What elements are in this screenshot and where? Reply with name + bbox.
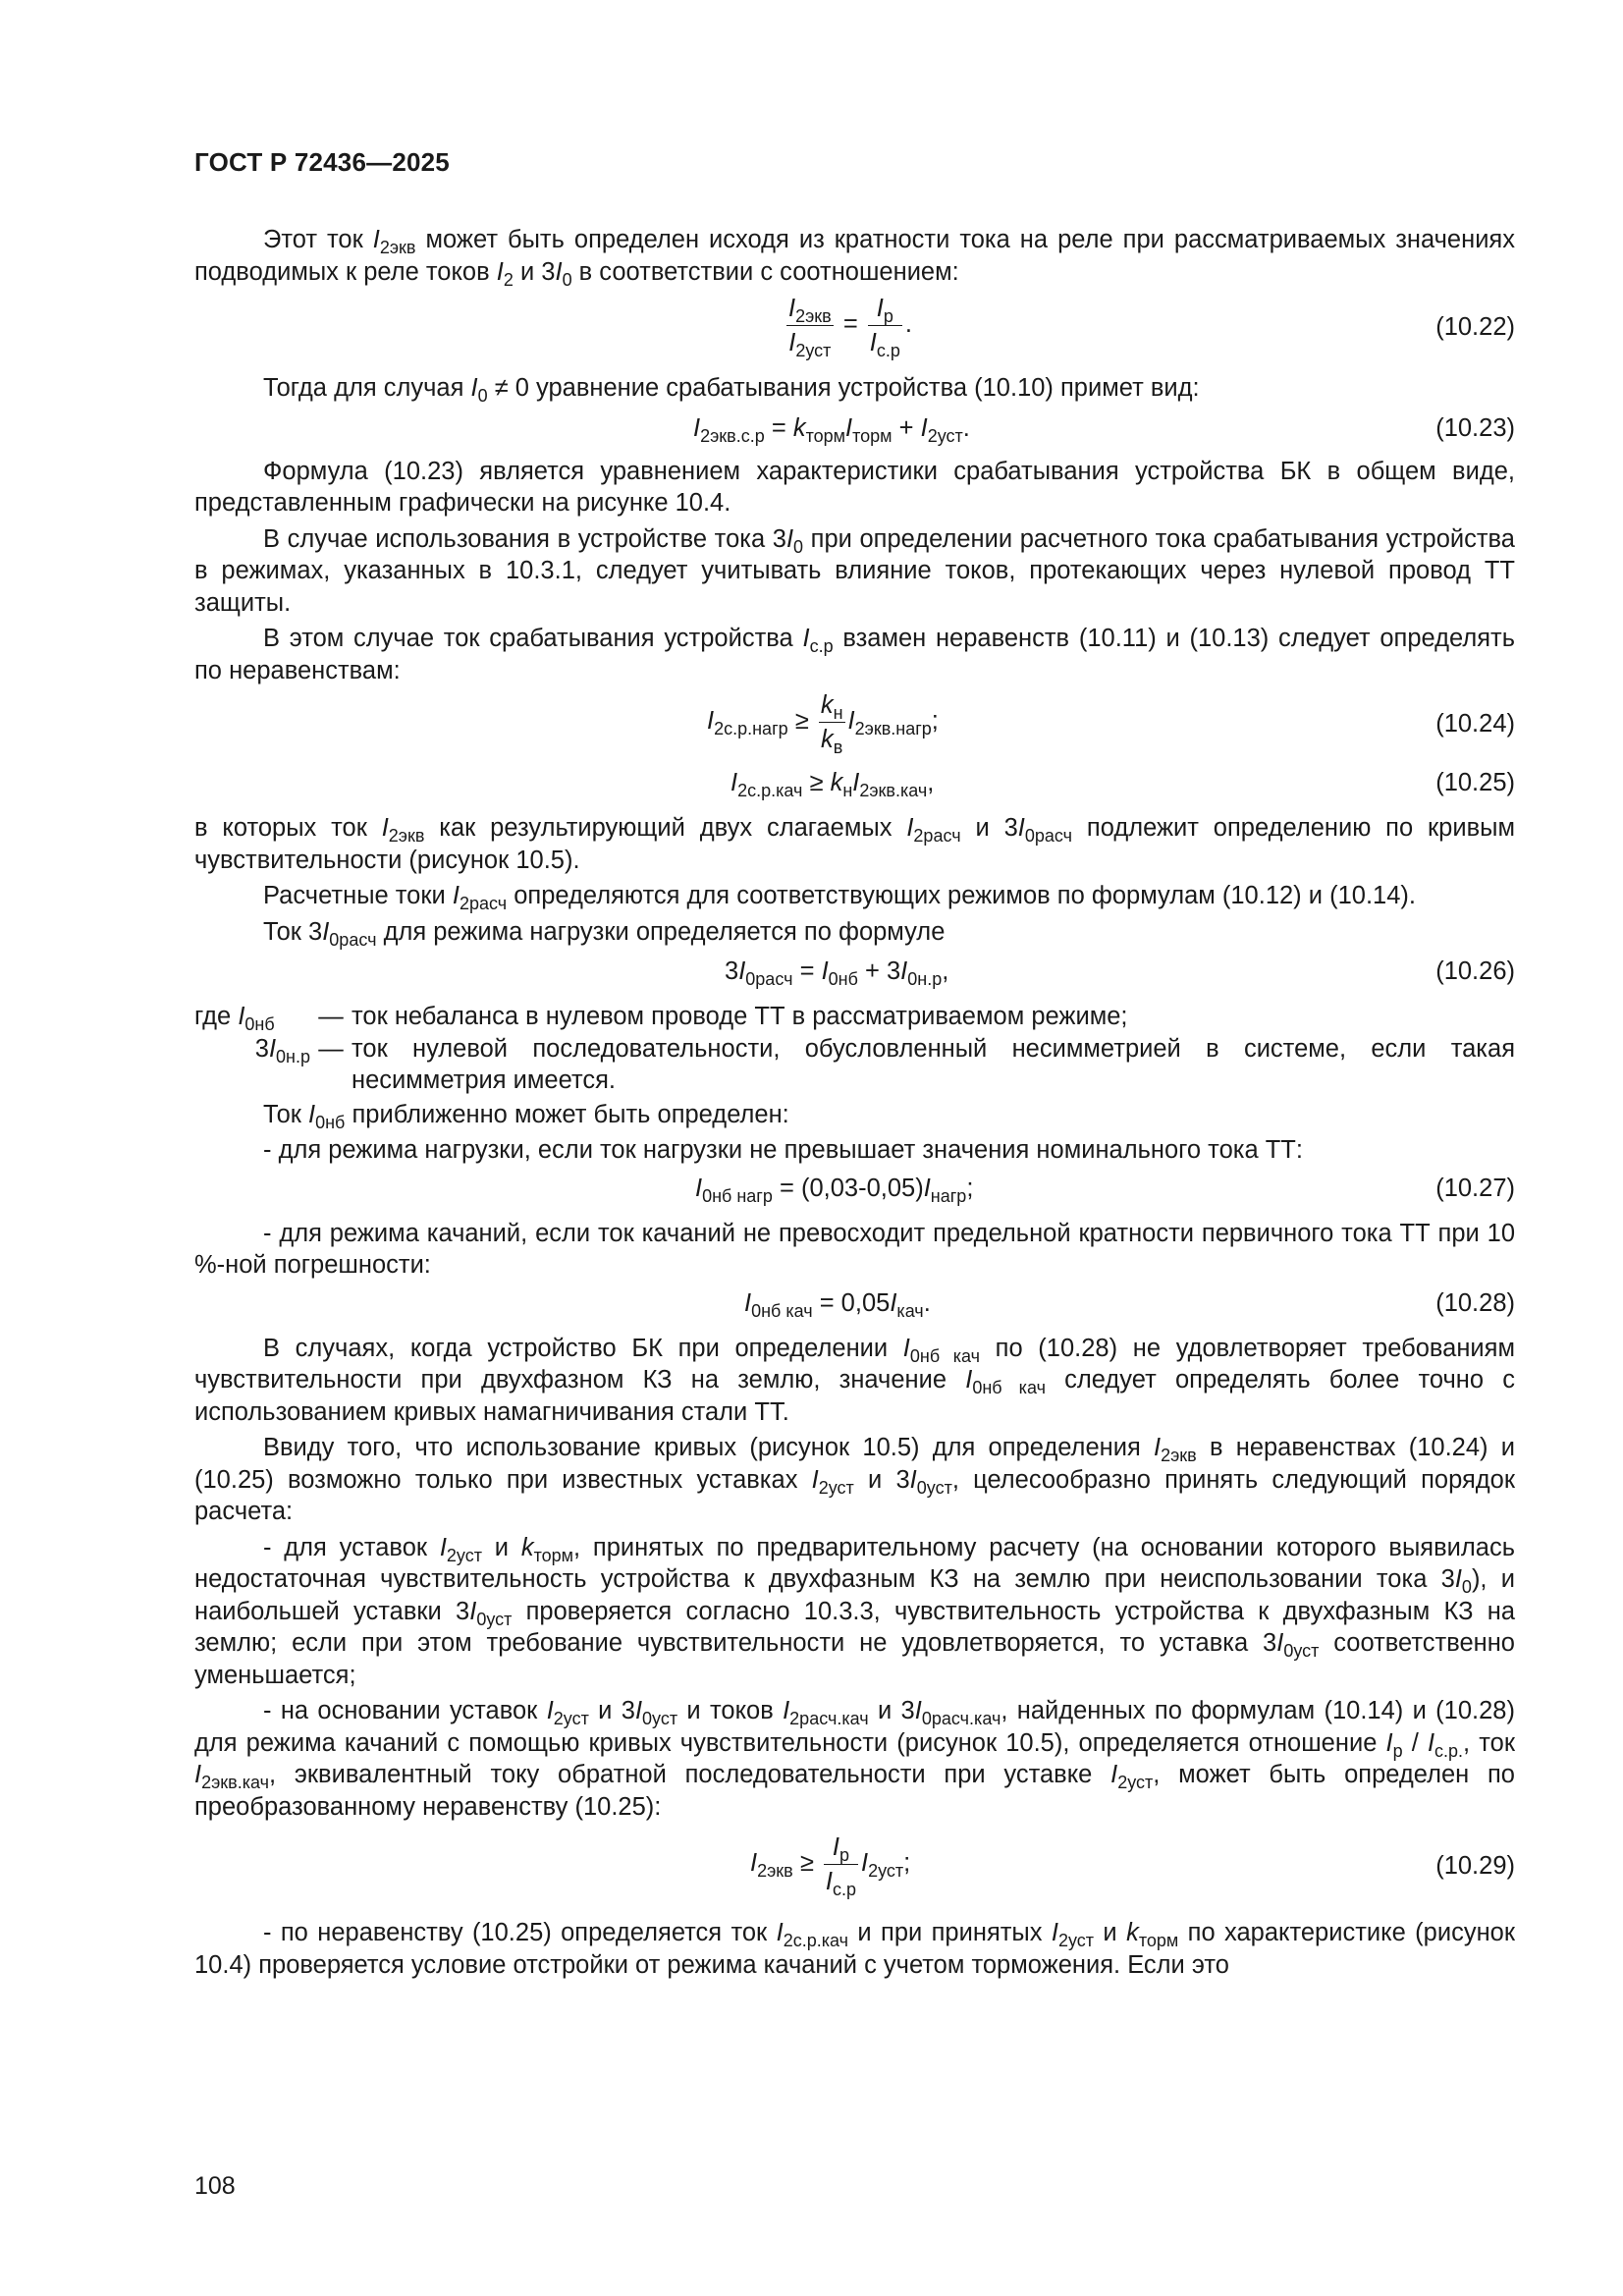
paragraph: Ток $I_{0нб}$ приближенно может быть определен: [263, 1100, 789, 1132]
where-item: $3I_{0н.р}$ — ток нулевой последовательности, обусловленный несимметрией в системе, если такая несимметрия имеется. [254, 1034, 1515, 1094]
equation-number: (10.24) [1435, 710, 1515, 738]
paragraph: В этом случае ток срабатывания устройства $I_{с.р}$ взамен неравенств (10.11) и (10.13) следует определять по неравенствам: [194, 625, 1516, 684]
paragraph: Этот ток $I_{2экв}$ может быть определен исходя из кратности тока на реле при рассматриваемых значениях подводимых к реле токов $I_2$ и $3I_0$ в соответствии с соотношением: [194, 226, 1515, 290]
equation-number: (10.22) [1435, 313, 1515, 341]
equation-10-29: $I_{2экв}$ ≥ $\frac{I_р}{I_{с.р}}$ $I_{2уст}$; (10.29) [750, 1833, 1515, 1899]
paragraph: - по неравенству (10.25) определяется ток $I_{2с.р.кач}$ и при принятых $I_{2уст}$ и $k_{торм}$ по характеристике (рисунок 10.4) проверяется условие отстройки от режима качаний с учетом торможения. Если это [194, 1919, 1515, 1979]
equation-number: (10.25) [1435, 769, 1515, 796]
equation-10-26: $3I_{0расч} = I_{0нб} + 3I_{0н.р}$, (10.26) [725, 957, 1515, 989]
paragraph: В случае использования в устройстве тока $3I_0$ при определении расчетного тока срабатывания устройства в режимах, указанных в 10.3.1, следует учитывать влияние токов, протекающих через нулевой провод ТТ защиты. [194, 524, 1515, 617]
paragraph: - для режима нагрузки, если ток нагрузки не превышает значения номинального тока ТТ: [263, 1136, 1303, 1164]
page-header: ГОСТ Р 72436—2025 [194, 147, 450, 177]
paragraph: Ввиду того, что использование кривых (рисунок 10.5) для определения $I_{2экв}$ в неравенствах (10.24) и (10.25) возможно только при известных уставках $I_{2уст}$ и $3I_{0уст}$, целесообразно принять следующий порядок расчета: [194, 1434, 1516, 1525]
paragraph: - для уставок $I_{2уст}$ и $k_{торм}$, принятых по предварительному расчету (на основании которого выявилась недостаточная чувствительность устройства к двухфазным КЗ на землю при неиспользовании тока $3I_0$), и наибольшей уставки $3I_{0уст}$ проверяется согласно 10.3.3, чувствительность устройства к двухфазным КЗ на землю; если при этом требование чувствительности не удовлетворяется, то уставка $3I_{0уст}$ соответственно уменьшается; [194, 1533, 1516, 1689]
where-clause [194, 1001, 1515, 1097]
equation-10-24: $I_{2с.р.нагр}$ ≥ $\frac{k_н}{k_в}$ $I_{2экв.нагр}$; (10.24) [707, 691, 1515, 757]
equation-10-23: $I_{2экв.с.р} = k_{торм}I_{торм} + I_{2уст}$. (10.23) [693, 413, 1515, 446]
equation-number: (10.23) [1435, 413, 1515, 442]
equation-10-22: $\frac{I_{2экв}}{I_{2уст}}$ = $\frac{I_р}{I_{с.р}}$ . (10.22) [788, 295, 1515, 360]
equation-10-27: $I_{0нб нагр} = (0,03-0,05)I_{нагр}$; (10.27) [695, 1174, 1515, 1206]
paragraph: Формула (10.23) является уравнением характеристики срабатывания устройства БК в общем виде, представленным графически на рисунке 10.4. [194, 457, 1515, 517]
equation-number: (10.27) [1435, 1174, 1515, 1202]
equation-number: (10.29) [1435, 1852, 1515, 1880]
equation-10-28: $I_{0нб кач} = 0,05I_{кач}$. (10.28) [744, 1288, 1515, 1321]
equation-number: (10.26) [1435, 957, 1515, 985]
paragraph: В случаях, когда устройство БК при определении $I_{0нб кач}$ по (10.28) не удовлетворяет требованиям чувствительности при двухфазном КЗ на землю, значение $I_{0нб кач}$ следует определять более точно с использованием кривых намагничивания стали ТТ. [194, 1334, 1515, 1426]
paragraph: в которых ток $I_{2экв}$ как результирующий двух слагаемых $I_{2расч}$ и $3I_{0расч}$ подлежит определению по кривым чувствительности (рисунок 10.5). [194, 814, 1515, 874]
where-item: где $I_{0нб}$ — ток небаланса в нулевом проводе ТТ в рассматриваемом режиме; [194, 1003, 1128, 1034]
paragraph: - для режима качаний, если ток качаний не превосходит предельной кратности первичного тока ТТ при 10 %-ной погрешности: [194, 1219, 1515, 1279]
equation-10-25: $I_{2с.р.кач} \ge k_нI_{2экв.кач}$, (10.25) [730, 769, 1515, 800]
page-body [194, 224, 1515, 1985]
paragraph: Тогда для случая $I_0 \ne 0$ уравнение срабатывания устройства (10.10) примет вид: [263, 374, 1200, 406]
paragraph: Ток $3I_{0расч}$ для режима нагрузки определяется по формуле [263, 917, 946, 950]
equation-number: (10.28) [1435, 1288, 1515, 1317]
paragraph: - на основании уставок $I_{2уст}$ и $3I_{0уст}$ и токов $I_{2расч.кач}$ и $3I_{0расч.кач}$, найденных по формулам (10.14) и (10.28) для режима качаний с помощью кривых чувствительности (рисунок 10.5), определяется отношение $I_р / I_{с.р.}$, ток $I_{2экв.кач}$, эквивалентный току обратной последовательности при уставке $I_{2уст}$, может быть определен по преобразованному неравенству (10.25): [194, 1697, 1515, 1821]
page-number: 108 [194, 2172, 236, 2200]
paragraph: Расчетные токи $I_{2расч}$ определяются для соответствующих режимов по формулам (10.12) и (10.14). [263, 882, 1416, 913]
